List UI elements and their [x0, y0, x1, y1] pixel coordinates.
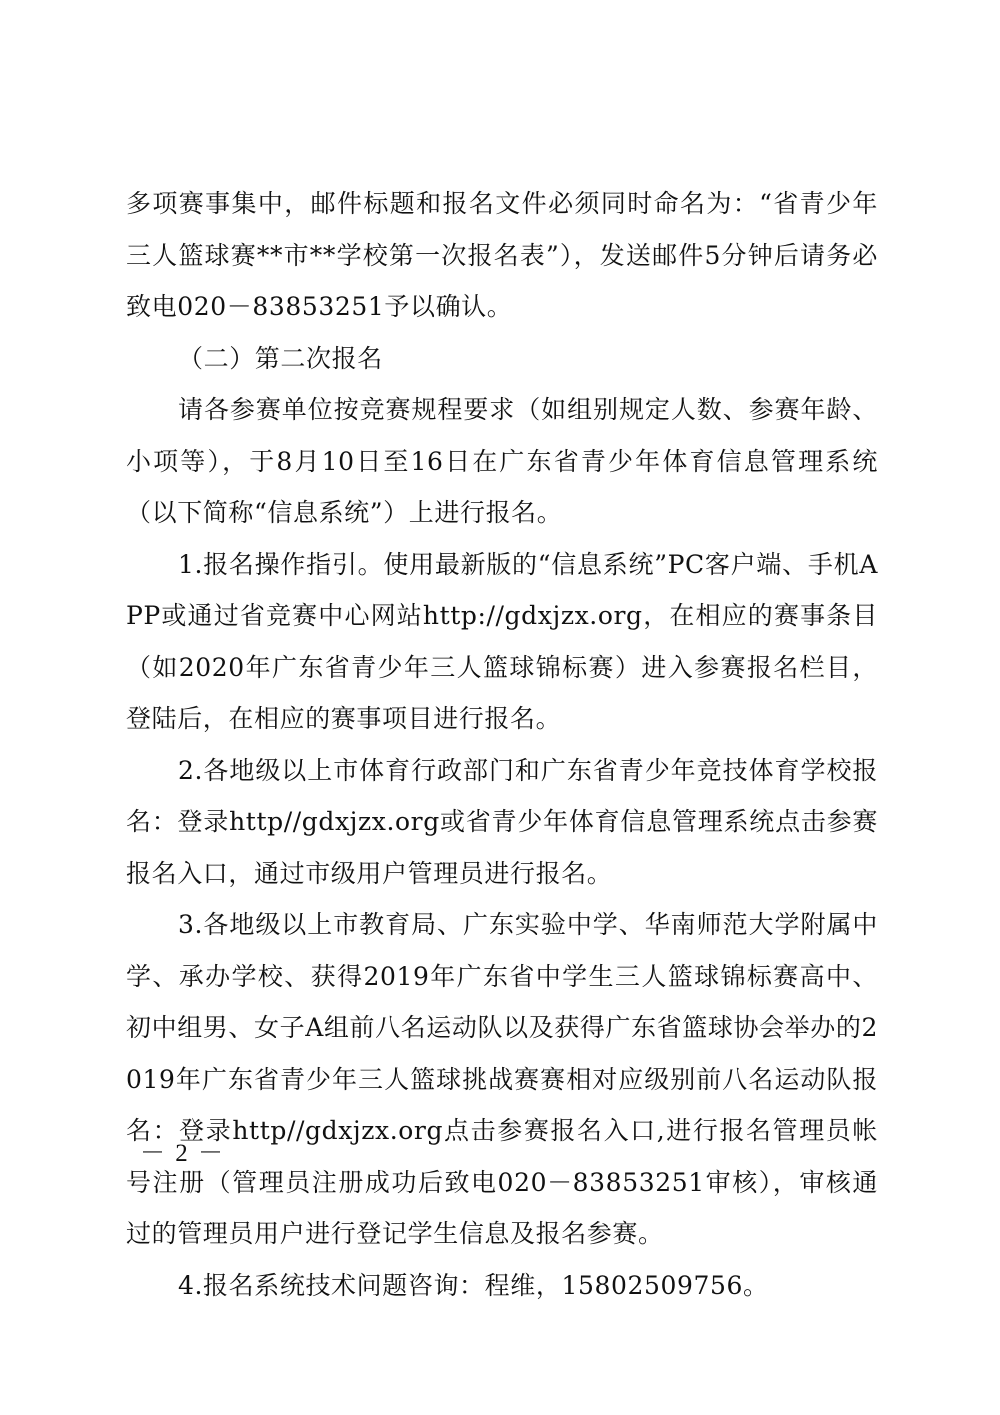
heading-second-registration: （二）第二次报名 [178, 343, 383, 373]
paragraph-item-1-operation-guide: 1.报名操作指引。使用最新版的“信息系统”PC客户端、手机APP或通过省竞赛中心网站http://gdxjzx.org，在相应的赛事条目（如2020年广东省青少年三人篮球锦标赛）进入参赛报名栏目，登陆后，在相应的赛事项目进行报名。 [126, 549, 878, 733]
paragraph-registration-requirements: 请各参赛单位按竞赛规程要求（如组别规定人数、参赛年龄、小项等），于8月10日至16日在广东省青少年体育信息管理系统（以下简称“信息系统”）上进行报名。 [126, 395, 878, 527]
body-text [126, 178, 878, 1311]
paragraph-item-2-sports-departments: 2.各地级以上市体育行政部门和广东省青少年竞技体育学校报名：登录http//gdxjzx.org或省青少年体育信息管理系统点击参赛报名入口，通过市级用户管理员进行报名。 [126, 755, 878, 888]
page-number: － 2 － [140, 1140, 226, 1167]
paragraph-item-4-technical-support: 4.报名系统技术问题咨询：程维，15802509756。 [178, 1270, 769, 1300]
paragraph-continued-registration-email: 多项赛事集中，邮件标题和报名文件必须同时命名为：“省青少年三人篮球赛**市**学校第一次报名表”），发送邮件5分钟后请务必致电020－83853251予以确认。 [126, 189, 878, 321]
paragraph-item-3-education-bureaus: 3.各地级以上市教育局、广东实验中学、华南师范大学附属中学、承办学校、获得2019年广东省中学生三人篮球锦标赛高中、初中组男、女子A组前八名运动队以及获得广东省篮球协会举办的2019年广东省青少年三人篮球挑战赛赛相对应级别前八名运动队报名：登录http//gdxjzx.org点击参赛报名入口,进行报名管理员帐号注册（管理员注册成功后致电020－83853251审核），审核通过的管理员用户进行登记学生信息及报名参赛。 [126, 910, 878, 1248]
